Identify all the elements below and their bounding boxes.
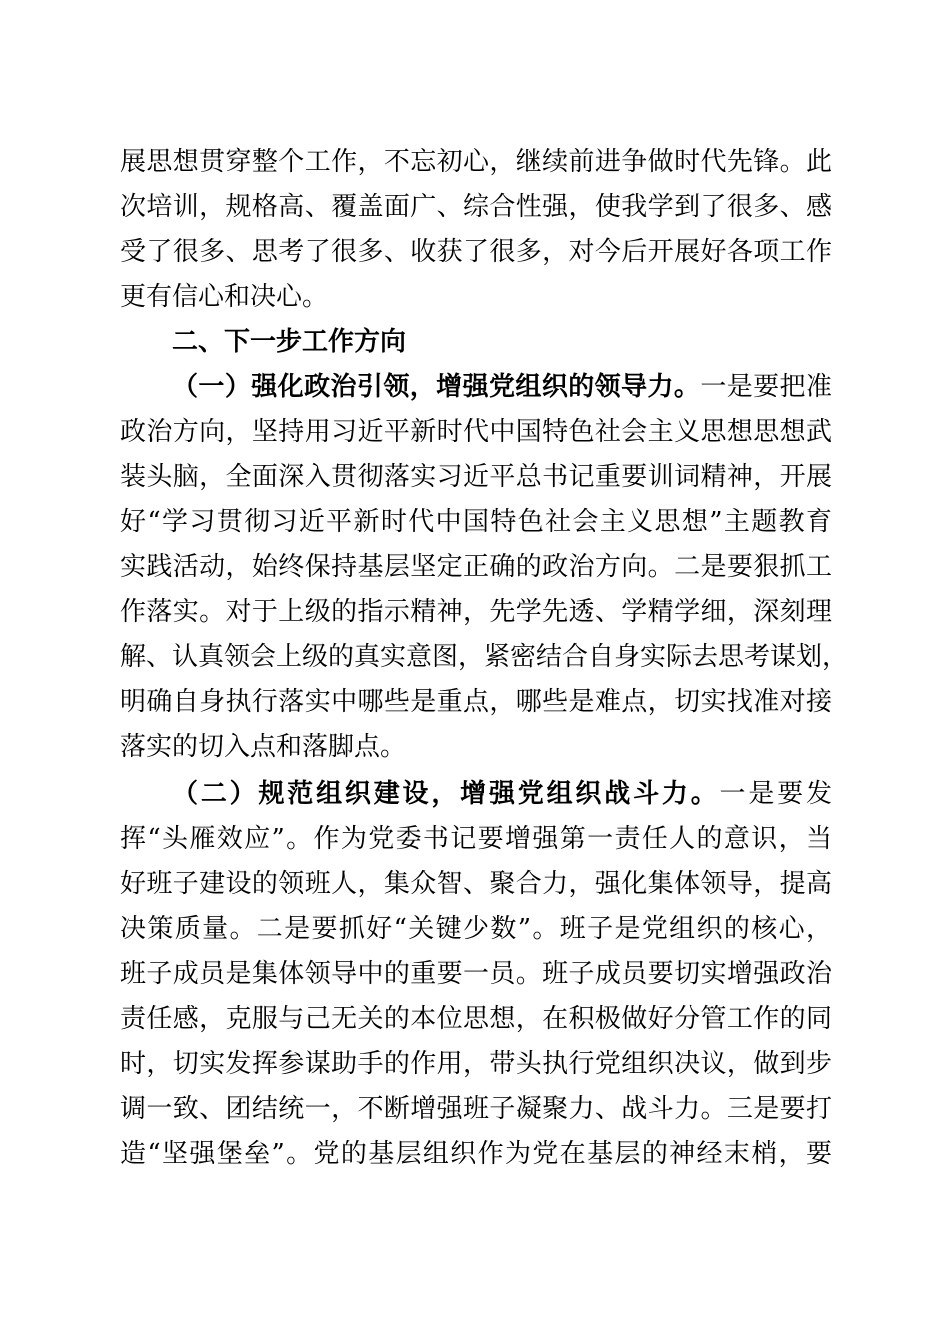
section-heading: 二、下一步工作方向 <box>172 327 407 357</box>
body-text-line: 时，切实发挥参谋助手的作用，带头执行党组织决议，做到步 <box>120 1049 832 1079</box>
paragraph-first-line <box>172 772 832 816</box>
body-text-line: 展思想贯穿整个工作，不忘初心，继续前进争做时代先锋。此 <box>120 147 832 177</box>
body-text-line: 决策质量。二是要抓好“关键少数”。班子是党组织的核心， <box>120 914 832 944</box>
body-text-line: 装头脑，全面深入贯彻落实习近平总书记重要训词精神，开展 <box>120 462 832 492</box>
paragraph-first-line <box>172 365 832 409</box>
body-text-line: 班子成员是集体领导中的重要一员。班子成员要切实增强政治 <box>120 959 832 989</box>
body-text-line: 解、认真领会上级的真实意图，紧密结合自身实际去思考谋划， <box>120 642 849 672</box>
body-text-line: 更有信心和决心。 <box>120 282 329 312</box>
body-text-line: 好班子建设的领班人，集众智、聚合力，强化集体领导，提高 <box>120 869 832 899</box>
body-text-line: 实践活动，始终保持基层坚定正确的政治方向。二是要狠抓工 <box>120 552 832 582</box>
body-text-line: 调一致、团结统一，不断增强班子凝聚力、战斗力。三是要打 <box>120 1094 832 1124</box>
body-text-line: 挥“头雁效应”。作为党委书记要增强第一责任人的意识，当 <box>120 824 832 854</box>
body-text-line: 明确自身执行落实中哪些是重点，哪些是难点，切实找准对接 <box>120 687 832 717</box>
body-text-line: 责任感，克服与己无关的本位思想，在积极做好分管工作的同 <box>120 1004 832 1034</box>
body-text-span: 一是要发 <box>719 779 832 809</box>
body-text-span: 一是要把准 <box>700 372 832 402</box>
body-text-line: 受了很多、思考了很多、收获了很多，对今后开展好各项工作 <box>120 237 832 267</box>
body-text-line: 好“学习贯彻习近平新时代中国特色社会主义思想”主题教育 <box>120 507 832 537</box>
body-text-line: 次培训，规格高、覆盖面广、综合性强，使我学到了很多、感 <box>120 192 832 222</box>
body-text-line: 作落实。对于上级的指示精神，先学先透、学精学细，深刻理 <box>120 597 832 627</box>
body-text-line: 落实的切入点和落脚点。 <box>120 732 407 762</box>
subsection-heading: （一）强化政治引领，增强党组织的领导力。 <box>172 372 701 402</box>
body-text-line: 政治方向，坚持用习近平新时代中国特色社会主义思想思想武 <box>120 417 832 447</box>
subsection-heading: （二）规范组织建设，增强党组织战斗力。 <box>172 779 720 809</box>
body-text-line: 造“坚强堡垒”。党的基层组织作为党在基层的神经末梢，要 <box>120 1139 832 1169</box>
